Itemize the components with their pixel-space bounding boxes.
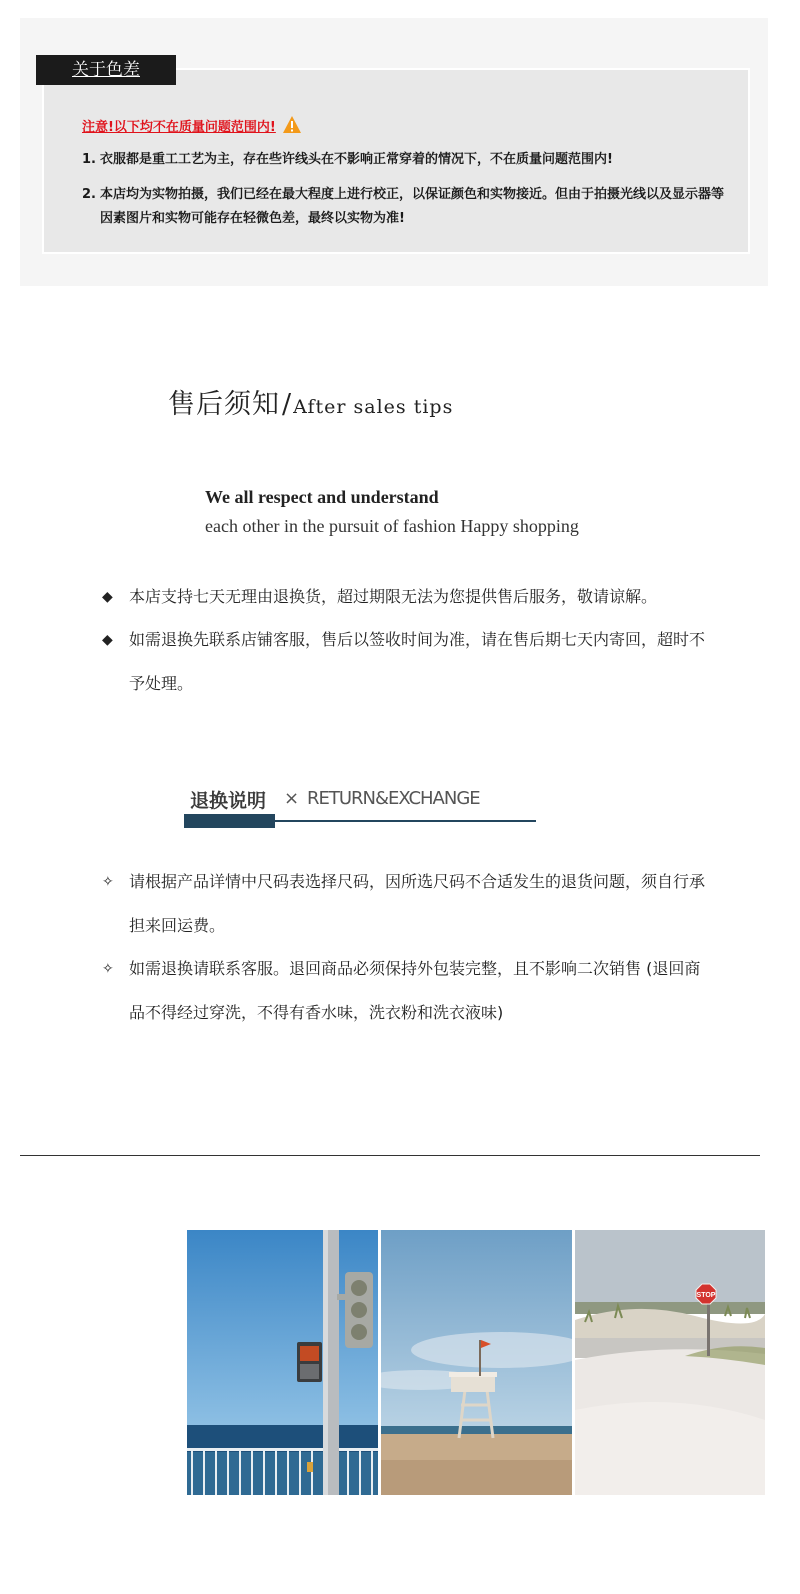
after-sales-item-1 bbox=[102, 575, 709, 619]
slogan-line-1: We all respect and understand bbox=[205, 487, 439, 507]
return-exchange-title-en: RETURN&EXCHANGE bbox=[307, 788, 480, 809]
return-exchange-separator: × bbox=[284, 788, 300, 809]
return-exchange-accent-bar bbox=[184, 814, 275, 828]
notice-item-1 bbox=[82, 148, 730, 172]
color-notice-tag: 关于色差 bbox=[36, 55, 176, 85]
warning-text: 注意!以下均不在质量问题范围内! bbox=[82, 119, 276, 135]
return-item-2 bbox=[102, 947, 709, 1035]
after-sales-item-text: 如需退换先联系店铺客服，售后以签收时间为准，请在售后期七天内寄回，超时不予处理。 bbox=[129, 630, 706, 693]
after-sales-title bbox=[168, 382, 453, 421]
warning-line bbox=[82, 115, 302, 135]
sparkle-bullet-icon: ✧ bbox=[102, 961, 114, 977]
photo-traffic-light bbox=[187, 1230, 378, 1495]
sparkle-bullet-icon: ✧ bbox=[102, 874, 114, 890]
slogan-line-2: each other in the pursuit of fashion Happy shopping bbox=[205, 516, 579, 536]
photo-dune-stop-sign bbox=[575, 1230, 765, 1495]
notice-item-2 bbox=[82, 183, 730, 231]
after-sales-title-en: After sales tips bbox=[293, 396, 454, 418]
section-divider bbox=[20, 1155, 760, 1156]
warning-triangle-icon bbox=[282, 115, 302, 135]
photo-lifeguard-tower bbox=[381, 1230, 572, 1495]
diamond-bullet-icon: ◆ bbox=[102, 632, 113, 648]
return-exchange-title-cn: 退换说明 bbox=[190, 790, 267, 812]
after-sales-title-cn: 售后须知 bbox=[168, 389, 280, 420]
notice-item-text: 本店均为实物拍摄，我们已经在最大程度上进行校正，以保证颜色和实物接近。但由于拍摄光线以及显示器等因素图片和实物可能存在轻微色差，最终以实物为准! bbox=[100, 187, 725, 226]
notice-item-text: 衣服都是重工工艺为主，存在些许线头在不影响正常穿着的情况下，不在质量问题范围内! bbox=[100, 152, 613, 167]
return-item-1 bbox=[102, 860, 709, 948]
after-sales-item-2 bbox=[102, 618, 709, 706]
diamond-bullet-icon: ◆ bbox=[102, 589, 113, 605]
after-sales-title-slash: / bbox=[282, 389, 292, 420]
notice-item-number: 1. bbox=[82, 152, 96, 167]
return-exchange-header bbox=[184, 784, 536, 830]
stop-sign-text: STOP bbox=[696, 1292, 716, 1299]
return-exchange-underline bbox=[275, 820, 536, 822]
notice-item-number: 2. bbox=[82, 187, 96, 202]
return-item-text: 请根据产品详情中尺码表选择尺码，因所选尺码不合适发生的退货问题，须自行承担来回运费。 bbox=[129, 872, 706, 935]
color-notice-section bbox=[20, 18, 768, 286]
after-sales-item-text: 本店支持七天无理由退换货，超过期限无法为您提供售后服务，敬请谅解。 bbox=[129, 587, 658, 606]
return-item-text: 如需退换请联系客服。退回商品必须保持外包装完整，且不影响二次销售 (退回商品不得经过穿洗，不得有香水味，洗衣粉和洗衣液味) bbox=[129, 959, 701, 1022]
